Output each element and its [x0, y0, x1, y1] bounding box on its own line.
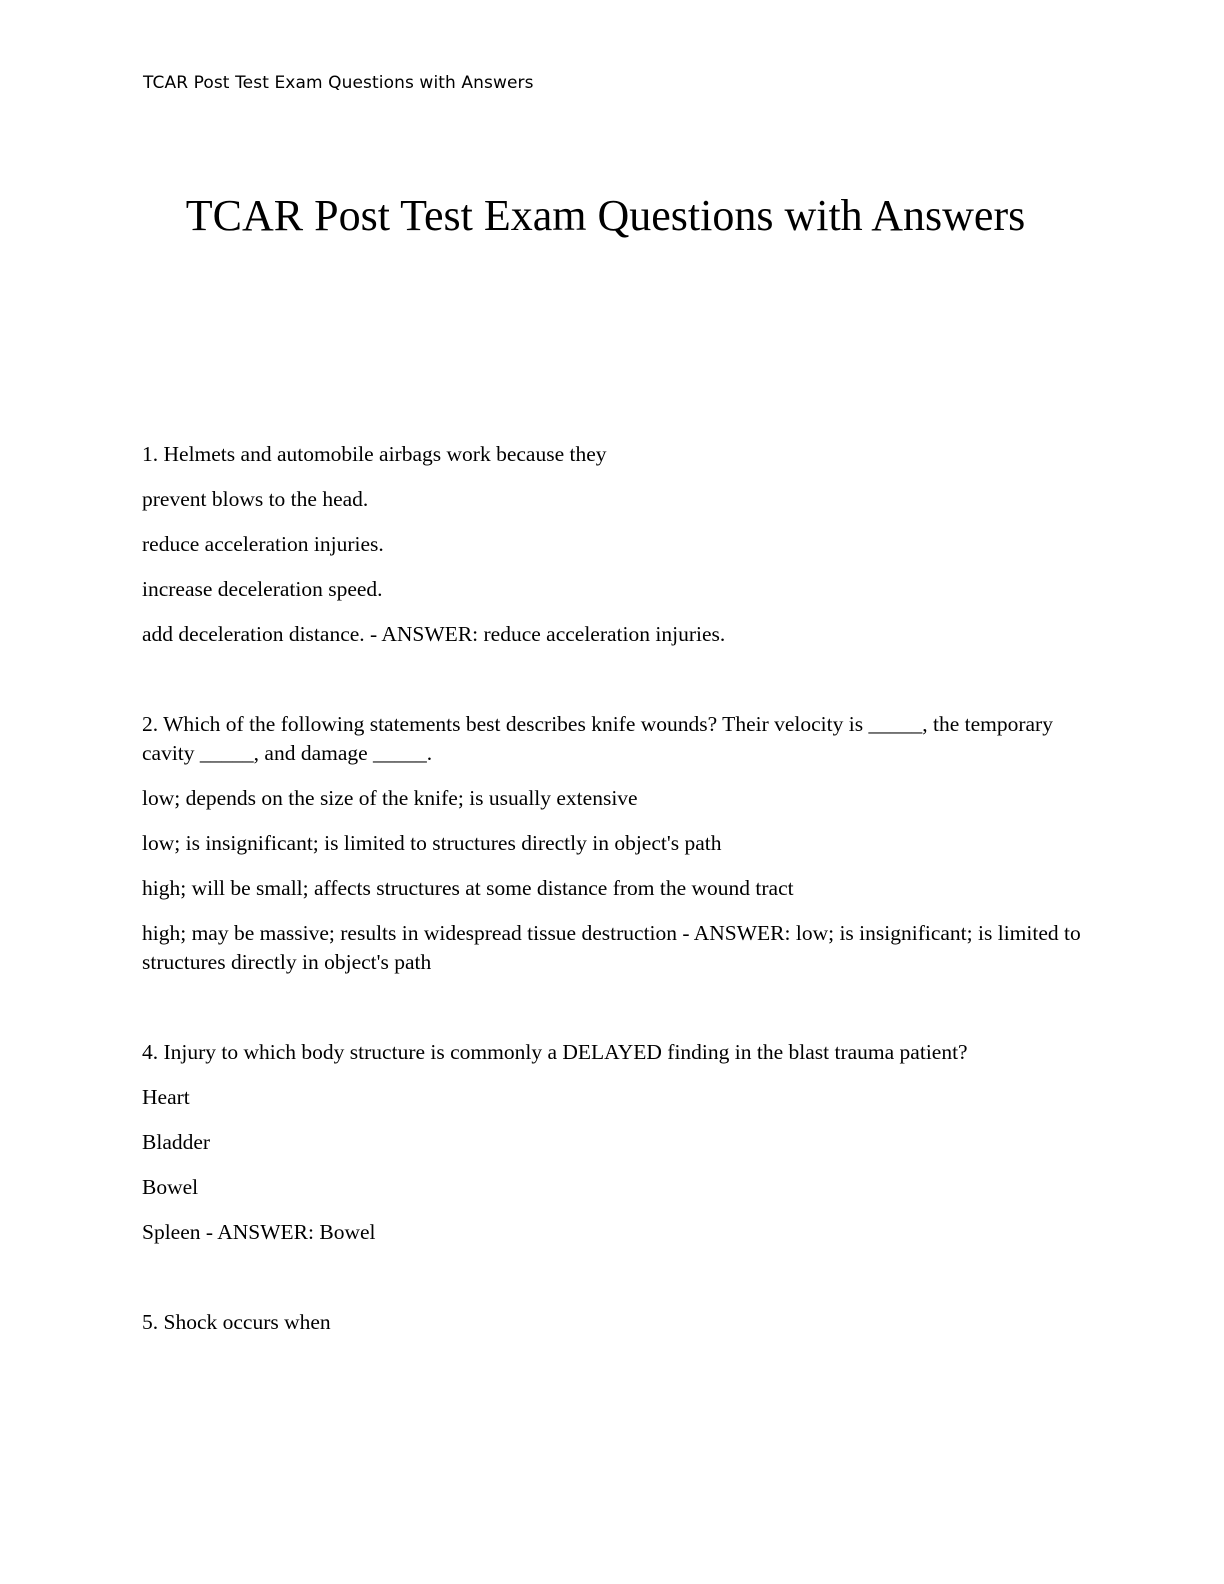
answer-option-with-answer: high; may be massive; results in widespread tissue destruction - ANSWER: low; is insignificant; is limited to structures directly in object's path — [142, 921, 1081, 974]
answer-option: low; is insignificant; is limited to structures directly in object's path — [142, 831, 722, 855]
question-spacer — [142, 977, 1092, 1038]
question-list — [142, 440, 1092, 1353]
document-title: TCAR Post Test Exam Questions with Answers — [185, 191, 1026, 240]
answer-option: increase deceleration speed. — [142, 577, 383, 601]
question-stem: 4. Injury to which body structure is commonly a DELAYED finding in the blast trauma patient? — [142, 1040, 968, 1064]
answer-option: reduce acceleration injuries. — [142, 532, 384, 556]
answer-option: prevent blows to the head. — [142, 487, 369, 511]
answer-option: Heart — [142, 1085, 190, 1109]
answer-option: Bowel — [142, 1175, 199, 1199]
question-2 — [142, 710, 1092, 977]
question-5 — [142, 1308, 1092, 1337]
question-stem: 2. Which of the following statements best describes knife wounds? Their velocity is _____, the temporary cavity _____, and damage _____. — [142, 712, 1053, 765]
question-stem: 5. Shock occurs when — [142, 1310, 331, 1334]
question-spacer — [142, 1247, 1092, 1308]
question-1 — [142, 440, 1092, 649]
answer-option: low; depends on the size of the knife; is usually extensive — [142, 786, 638, 810]
answer-option-with-answer: Spleen - ANSWER: Bowel — [142, 1220, 376, 1244]
running-header: TCAR Post Test Exam Questions with Answers — [143, 73, 534, 93]
question-spacer — [142, 649, 1092, 710]
question-4 — [142, 1038, 1092, 1247]
answer-option: Bladder — [142, 1130, 211, 1154]
question-stem: 1. Helmets and automobile airbags work because they — [142, 442, 607, 466]
answer-option: high; will be small; affects structures at some distance from the wound tract — [142, 876, 794, 900]
answer-option-with-answer: add deceleration distance. - ANSWER: reduce acceleration injuries. — [142, 622, 726, 646]
